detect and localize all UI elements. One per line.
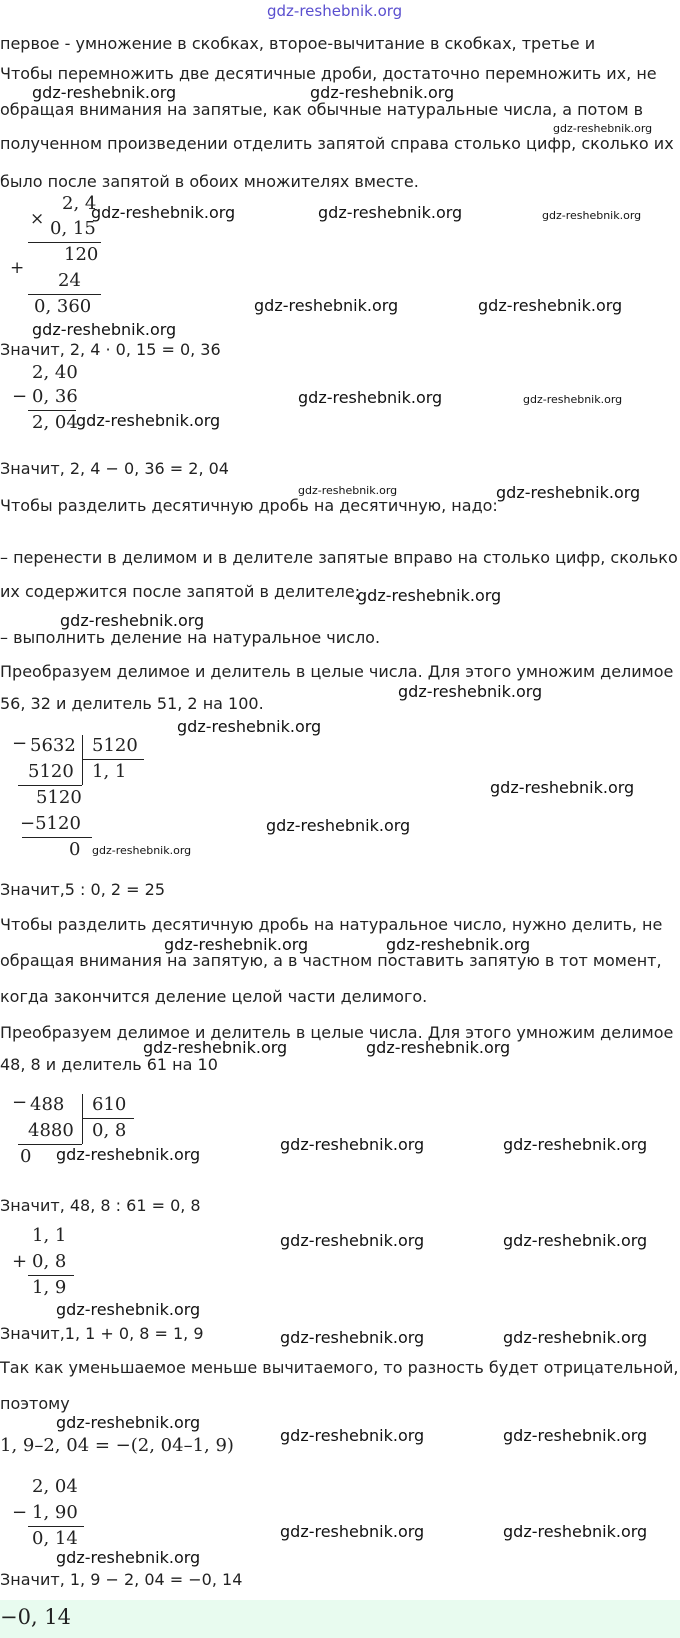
sub1-result: 2, 04 bbox=[32, 412, 78, 433]
conclusion-add: Значит,1, 1 + 0, 8 = 1, 9 bbox=[0, 1324, 204, 1343]
calc-line bbox=[28, 294, 101, 295]
conclusion-sub1: Значит, 2, 4 − 0, 36 = 2, 04 bbox=[0, 459, 229, 478]
watermark: gdz-reshebnik.org bbox=[280, 1135, 425, 1154]
times-sign: × bbox=[30, 209, 45, 229]
paragraph-mult-rule-3: полученном произведении отделить запятой справа столько цифр, сколько их bbox=[0, 134, 674, 153]
div2-quotient: 0, 8 bbox=[92, 1120, 127, 1141]
partial-product-1: 120 bbox=[64, 244, 99, 265]
watermark: gdz-reshebnik.org bbox=[310, 83, 455, 102]
watermark: gdz-reshebnik.org bbox=[280, 1328, 425, 1347]
plus-sign: + bbox=[10, 258, 25, 278]
paragraph-order: первое - умножение в скобках, второе-вычитание в скобках, третье и bbox=[0, 34, 596, 53]
div1-subtract-1: 5120 bbox=[28, 761, 74, 782]
conclusion-div1: Значит,5 : 0, 2 = 25 bbox=[0, 880, 165, 899]
paragraph-mult-rule-4: было после запятой в обоих множителях вместе. bbox=[0, 172, 419, 191]
sub1-subtrahend: 0, 36 bbox=[32, 386, 78, 407]
div1-quotient: 1, 1 bbox=[92, 761, 127, 782]
watermark: gdz-reshebnik.org bbox=[32, 83, 177, 102]
paragraph-div-rule-4: – выполнить деление на натуральное число. bbox=[0, 628, 381, 647]
div2-subtract-1: 4880 bbox=[28, 1120, 74, 1141]
watermark: gdz-reshebnik.org bbox=[91, 203, 236, 222]
calc-line bbox=[28, 410, 76, 411]
watermark: gdz-reshebnik.org bbox=[143, 1038, 288, 1057]
watermark: gdz-reshebnik.org bbox=[398, 682, 543, 701]
sub2-minus-sign: − bbox=[12, 1502, 28, 1523]
header-watermark[interactable]: gdz-reshebnik.org bbox=[267, 2, 403, 20]
watermark: gdz-reshebnik.org bbox=[553, 122, 653, 135]
sub2-result: 0, 14 bbox=[32, 1528, 78, 1549]
division-bar bbox=[82, 735, 83, 785]
watermark: gdz-reshebnik.org bbox=[56, 1548, 201, 1567]
add-term-b: 0, 8 bbox=[32, 1251, 67, 1272]
mult-result: 0, 360 bbox=[34, 296, 92, 317]
partial-product-2: 24 bbox=[58, 270, 81, 291]
watermark: gdz-reshebnik.org bbox=[76, 411, 221, 430]
watermark: gdz-reshebnik.org bbox=[478, 296, 623, 315]
watermark: gdz-reshebnik.org bbox=[56, 1413, 201, 1432]
watermark: gdz-reshebnik.org bbox=[280, 1426, 425, 1445]
div1-dividend: 5632 bbox=[30, 735, 76, 756]
div2-minus-sign: − bbox=[12, 1092, 28, 1113]
mult-factor-b: 0, 15 bbox=[50, 218, 96, 239]
division-bar bbox=[82, 1094, 83, 1144]
answer-value: −0, 14 bbox=[0, 1605, 72, 1629]
watermark: gdz-reshebnik.org bbox=[318, 203, 463, 222]
add-plus-sign: + bbox=[12, 1251, 28, 1272]
watermark: gdz-reshebnik.org bbox=[490, 778, 635, 797]
paragraph-div-rule-3: их содержится после запятой в делителе; bbox=[0, 582, 361, 601]
paragraph-div-rule-1: Чтобы разделить десятичную дробь на десятичную, надо: bbox=[0, 496, 498, 515]
paragraph-mult-rule-1: Чтобы перемножить две десятичные дроби, достаточно перемножить их, не bbox=[0, 64, 657, 83]
watermark: gdz-reshebnik.org bbox=[503, 1135, 648, 1154]
watermark: gdz-reshebnik.org bbox=[366, 1038, 511, 1057]
paragraph-natdiv-rule-2: обращая внимания на запятую, а в частном поставить запятую в тот момент, bbox=[0, 951, 662, 970]
paragraph-transform-4: 48, 8 и делитель 61 на 10 bbox=[0, 1055, 218, 1074]
answer-box bbox=[0, 1600, 680, 1638]
watermark: gdz-reshebnik.org bbox=[56, 1300, 201, 1319]
sub2-minuend: 2, 04 bbox=[32, 1476, 78, 1497]
div1-remainder-1: 5120 bbox=[36, 787, 82, 808]
div1-subtract-2: −5120 bbox=[20, 813, 81, 834]
watermark: gdz-reshebnik.org bbox=[266, 816, 411, 835]
watermark: gdz-reshebnik.org bbox=[503, 1231, 648, 1250]
paragraph-negative-2: поэтому bbox=[0, 1394, 70, 1413]
conclusion-div2: Значит, 48, 8 : 61 = 0, 8 bbox=[0, 1196, 201, 1215]
watermark: gdz-reshebnik.org bbox=[542, 209, 642, 222]
watermark: gdz-reshebnik.org bbox=[60, 611, 205, 630]
div1-minus-sign: − bbox=[12, 733, 28, 754]
watermark: gdz-reshebnik.org bbox=[503, 1426, 648, 1445]
watermark: gdz-reshebnik.org bbox=[523, 393, 623, 406]
conclusion-mult: Значит, 2, 4 · 0, 15 = 0, 36 bbox=[0, 340, 221, 359]
watermark: gdz-reshebnik.org bbox=[496, 483, 641, 502]
calc-line bbox=[28, 1275, 74, 1276]
watermark: gdz-reshebnik.org bbox=[164, 935, 309, 954]
paragraph-mult-rule-2: обращая внимания на запятые, как обычные натуральные числа, а потом в bbox=[0, 100, 644, 119]
watermark: gdz-reshebnik.org bbox=[280, 1522, 425, 1541]
watermark: gdz-reshebnik.org bbox=[32, 320, 177, 339]
watermark: gdz-reshebnik.org bbox=[254, 296, 399, 315]
watermark: gdz-reshebnik.org bbox=[298, 484, 398, 497]
paragraph-negative-1: Так как уменьшаемое меньше вычитаемого, то разность будет отрицательной, bbox=[0, 1358, 679, 1377]
watermark: gdz-reshebnik.org bbox=[386, 935, 531, 954]
paragraph-transform-3: Преобразуем делимое и делитель в целые числа. Для этого умножим делимое bbox=[0, 1023, 674, 1042]
div2-dividend: 488 bbox=[30, 1094, 65, 1115]
watermark: gdz-reshebnik.org bbox=[92, 844, 192, 857]
div1-remainder-2: 0 bbox=[69, 839, 81, 860]
watermark: gdz-reshebnik.org bbox=[503, 1328, 648, 1347]
div2-remainder: 0 bbox=[20, 1146, 32, 1167]
sub1-minus-sign: − bbox=[12, 386, 28, 407]
watermark: gdz-reshebnik.org bbox=[177, 717, 322, 736]
watermark: gdz-reshebnik.org bbox=[503, 1522, 648, 1541]
div1-divisor: 5120 bbox=[92, 735, 138, 756]
div2-divisor: 610 bbox=[92, 1094, 127, 1115]
calc-line bbox=[28, 242, 101, 243]
paragraph-natdiv-rule-1: Чтобы разделить десятичную дробь на натуральное число, нужно делить, не bbox=[0, 915, 663, 934]
sub2-subtrahend: 1, 90 bbox=[32, 1502, 78, 1523]
calc-line bbox=[22, 837, 92, 838]
add-term-a: 1, 1 bbox=[32, 1225, 67, 1246]
paragraph-natdiv-rule-3: когда закончится деление целой части делимого. bbox=[0, 987, 428, 1006]
mult-factor-a: 2, 4 bbox=[62, 193, 97, 214]
conclusion-sub2: Значит, 1, 9 − 2, 04 = −0, 14 bbox=[0, 1570, 243, 1589]
paragraph-transform-2: 56, 32 и делитель 51, 2 на 100. bbox=[0, 694, 264, 713]
paragraph-div-rule-2: – перенести в делимом и в делителе запятые вправо на столько цифр, сколько bbox=[0, 548, 678, 567]
watermark: gdz-reshebnik.org bbox=[56, 1145, 201, 1164]
watermark: gdz-reshebnik.org bbox=[280, 1231, 425, 1250]
watermark: gdz-reshebnik.org bbox=[357, 586, 502, 605]
calc-line bbox=[82, 1118, 134, 1119]
equation-negative: 1, 9–2, 04 = −(2, 04–1, 9) bbox=[0, 1435, 234, 1456]
add-result: 1, 9 bbox=[32, 1277, 67, 1298]
sub1-minuend: 2, 40 bbox=[32, 362, 78, 383]
calc-line bbox=[82, 759, 144, 760]
paragraph-transform-1: Преобразуем делимое и делитель в целые числа. Для этого умножим делимое bbox=[0, 662, 674, 681]
watermark: gdz-reshebnik.org bbox=[298, 388, 443, 407]
calc-line bbox=[18, 785, 82, 786]
calc-line bbox=[28, 1526, 84, 1527]
